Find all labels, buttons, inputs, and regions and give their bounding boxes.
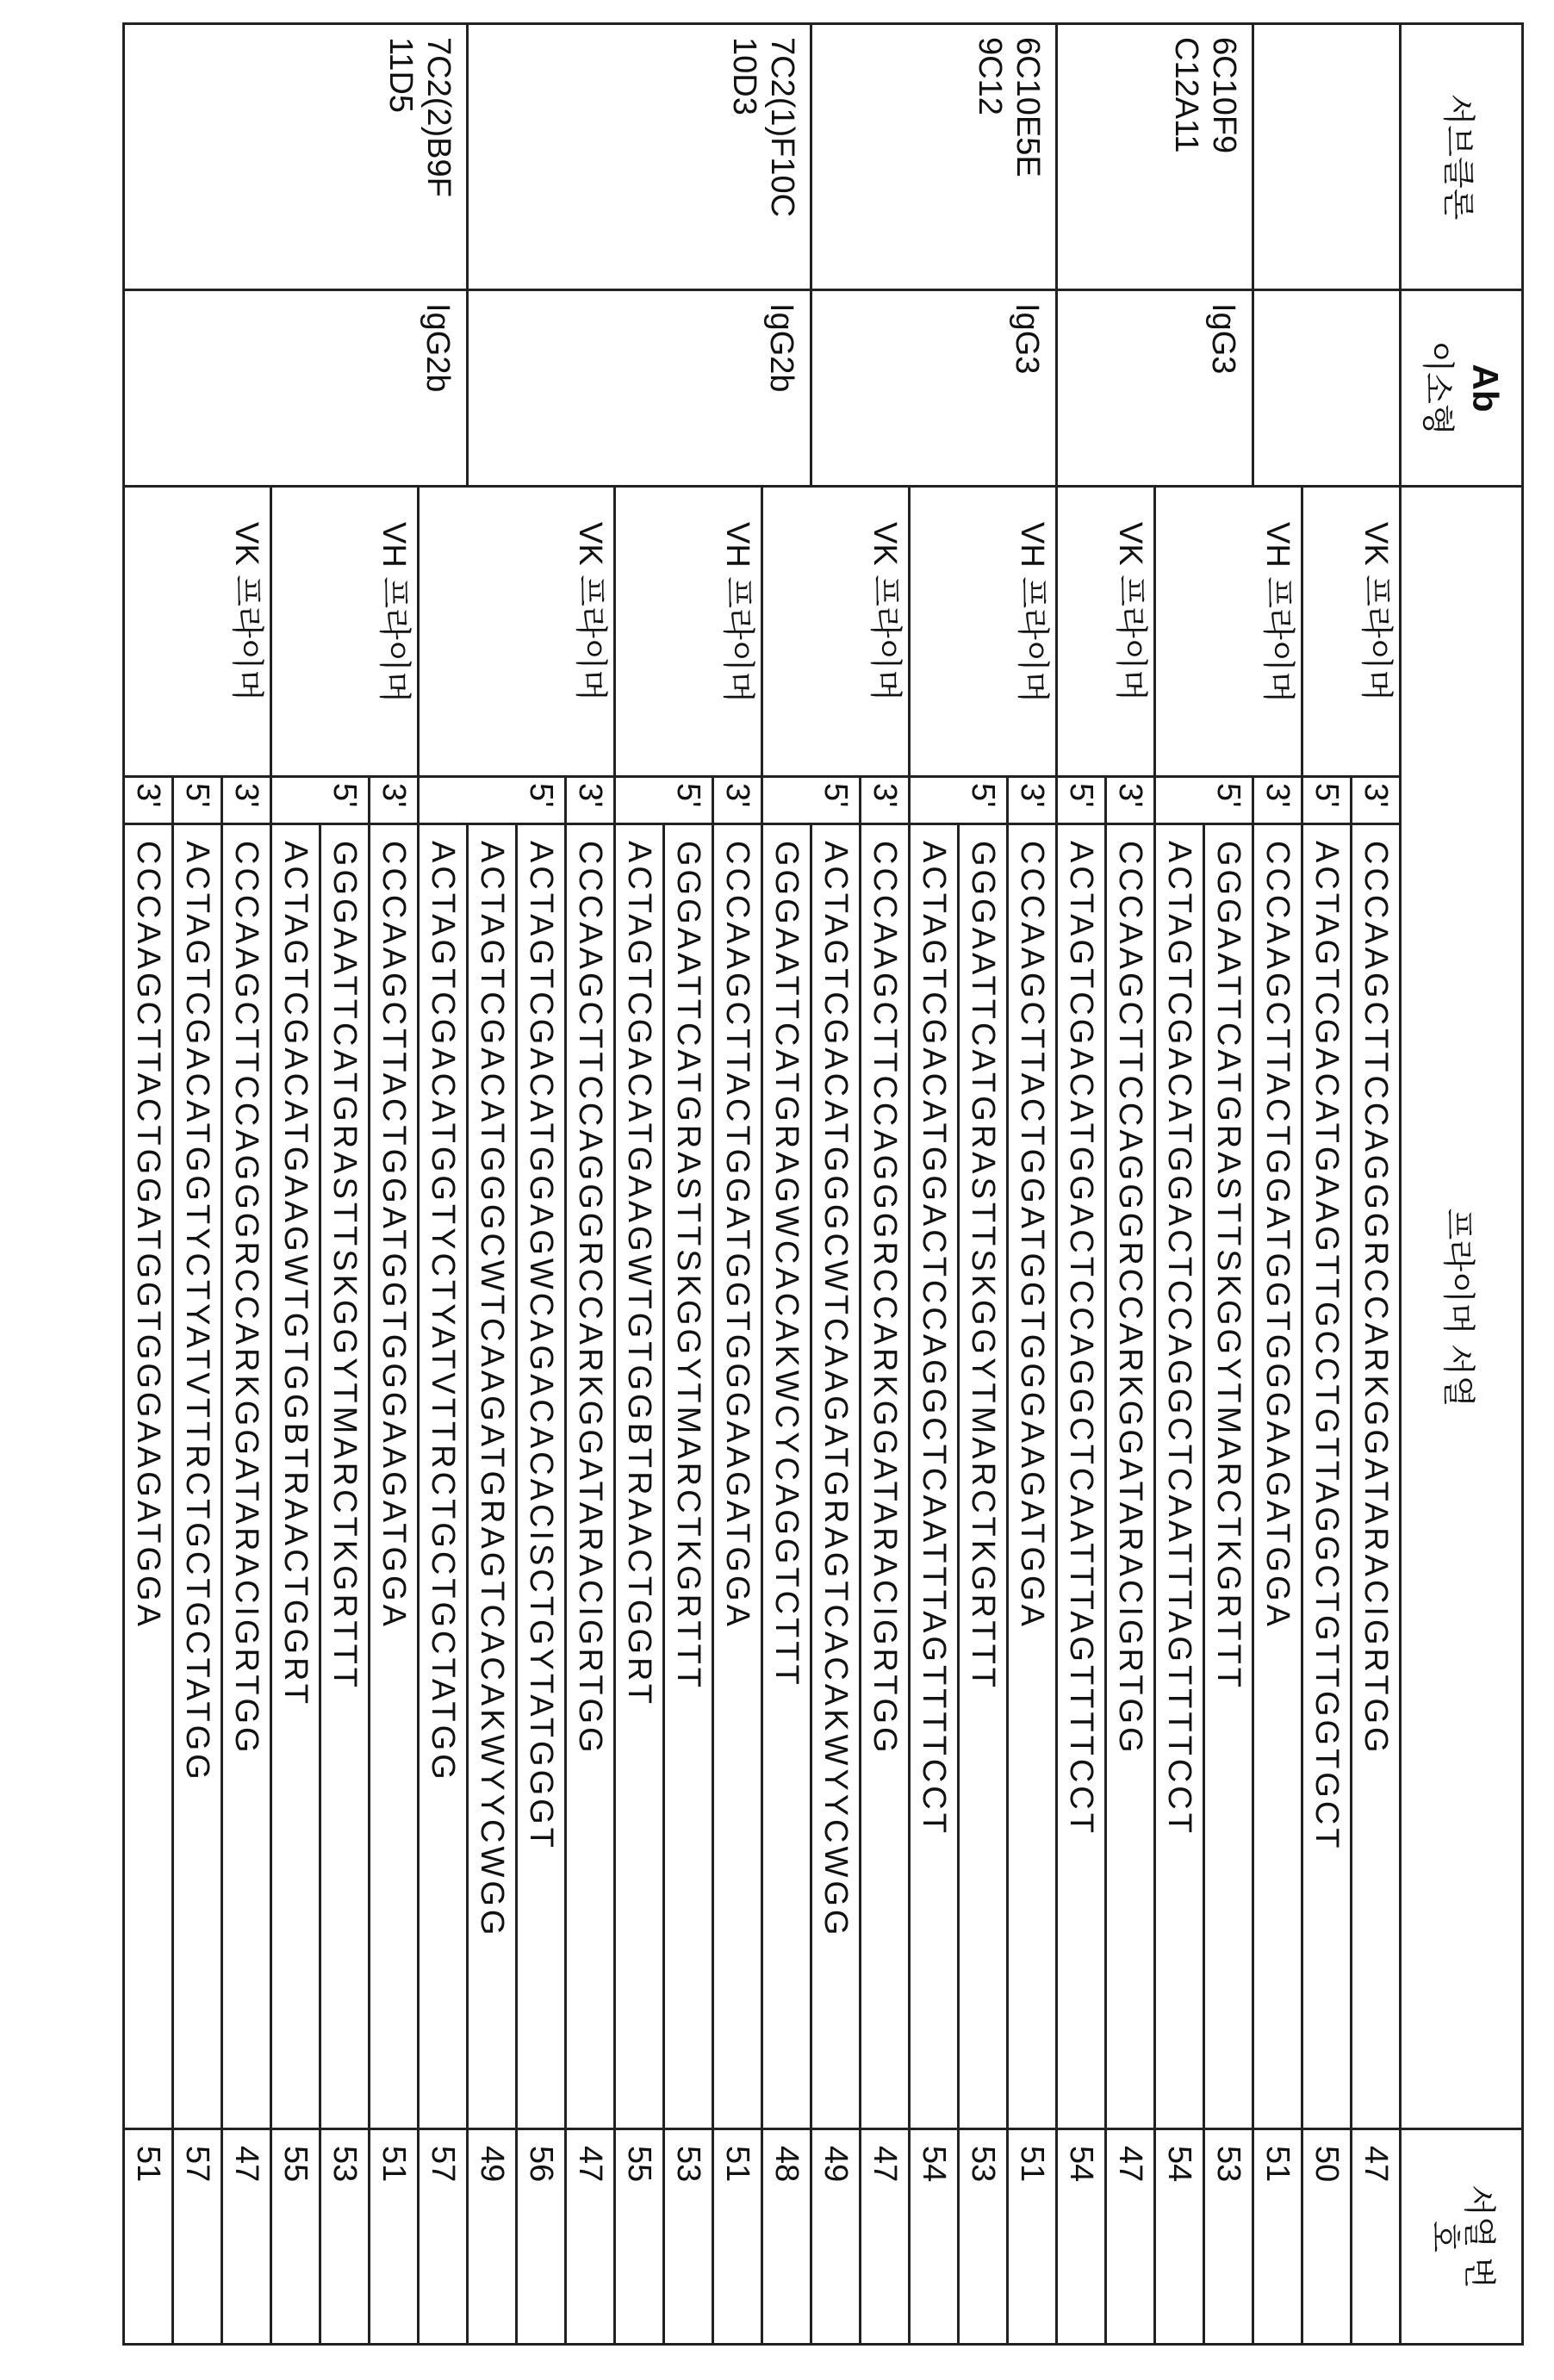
primer-sequence-cell: ACTAGTCGACATGGGCWTCAAGATGRAGTCACAKWYYCWGG <box>811 824 861 2129</box>
isotype-cell: IgG3 <box>811 290 1057 487</box>
primer-label-cell: VH 프라이머 <box>615 487 762 777</box>
header-primer-sequence: 프라이머 서열 <box>1401 487 1523 2129</box>
seq-id-cell: 57 <box>419 2129 468 2345</box>
subclone-cell: 6C10F9 C12A11 <box>1057 24 1253 290</box>
subclone-cell: 7C2(1)F10C 10D3 <box>468 24 811 290</box>
primer-sequence-cell: ACTAGTCGACATGAAGTTGCCTGTTAGGCTGTTGGTGCT <box>1302 824 1352 2129</box>
seq-id-cell: 51 <box>124 2129 173 2345</box>
primer-sequence-cell: CCCAAGCTTCCAGGGRCCARKGGATARACIGRTGG <box>566 824 615 2129</box>
primer-sequence-cell: ACTAGTCGACATGAAGWTGTGGBTRAACTGGRT <box>271 824 320 2129</box>
header-isotype-ab: Ab <box>1465 364 1506 413</box>
table-row <box>1008 24 1057 2345</box>
primer-label-cell: VK 프라이머 <box>419 487 615 777</box>
primer-sequence-cell: ACTAGTCGACATGGACTCCAGGCTCAATTTAGTTTTCCT <box>910 824 959 2129</box>
header-seq-id: 서열 번호 <box>1401 2129 1523 2345</box>
primer-label-cell: VH 프라이머 <box>910 487 1057 777</box>
primer-end-cell: 3' <box>370 777 419 824</box>
primer-end-cell: 5' <box>615 777 713 824</box>
primer-sequence-cell: CCCAAGCTTACTGGATGGTGGGAAGATGGA <box>370 824 419 2129</box>
primer-label-cell: VK 프라이머 <box>1057 487 1155 777</box>
isotype-cell: IgG3 <box>1057 290 1253 487</box>
table-row <box>1352 24 1401 2345</box>
seq-id-cell: 47 <box>1106 2129 1155 2345</box>
primer-sequence-cell: GGGAATTCATGRASTTSKGGYTMARCTKGRTTT <box>664 824 713 2129</box>
primer-sequence-cell: ACTAGTCGACATGGTYCTYATVTTRCTGCTGCTATGG <box>419 824 468 2129</box>
primer-sequence-cell: CCCAAGCTTCCAGGGRCCARKGGATARACIGRTGG <box>861 824 910 2129</box>
seq-id-cell: 49 <box>811 2129 861 2345</box>
primer-end-cell: 3' <box>713 777 762 824</box>
primer-sequence-cell: CCCAAGCTTACTGGATGGTGGGAAGATGGA <box>1008 824 1057 2129</box>
seq-id-cell: 49 <box>468 2129 517 2345</box>
seq-id-cell: 55 <box>271 2129 320 2345</box>
table-row <box>762 24 811 2345</box>
primer-end-cell: 3' <box>222 777 271 824</box>
subclone-cell: 6C10E5E 9C12 <box>811 24 1057 290</box>
primer-end-cell: 5' <box>1155 777 1253 824</box>
subclone-cell: 7C2(2)B9F 11D5 <box>124 24 468 290</box>
seq-id-cell: 51 <box>370 2129 419 2345</box>
primer-end-cell: 3' <box>1106 777 1155 824</box>
primer-label-cell: VK 프라이머 <box>1302 487 1401 777</box>
primer-label-cell: VK 프라이머 <box>762 487 910 777</box>
primer-end-cell: 3' <box>1008 777 1057 824</box>
primer-sequence-cell: GGGAATTCATGRASTTSKGGYTMARCTKGRTTT <box>959 824 1008 2129</box>
primer-label-cell: VK 프라이머 <box>124 487 271 777</box>
primer-sequence-cell: GGGAATTCATGRASTTSKGGYTMARCTKGRTTT <box>1204 824 1253 2129</box>
primer-end-cell: 5' <box>1302 777 1352 824</box>
seq-id-cell: 55 <box>615 2129 664 2345</box>
seq-id-cell: 54 <box>1155 2129 1204 2345</box>
seq-id-cell: 53 <box>320 2129 370 2345</box>
seq-id-cell: 53 <box>959 2129 1008 2345</box>
seq-id-cell: 48 <box>762 2129 811 2345</box>
seq-id-cell: 51 <box>1008 2129 1057 2345</box>
header-isotype-label: 이소형 <box>1419 340 1455 435</box>
primer-end-cell: 3' <box>1253 777 1302 824</box>
primer-sequence-cell: ACTAGTCGACATGGACTCCAGGCTCAATTTAGTTTTCCT <box>1155 824 1204 2129</box>
primer-sequence-cell: ACTAGTCGACATGAAGWTGTGGBTRAACTGGRT <box>615 824 664 2129</box>
header-isotype <box>1401 290 1523 487</box>
primer-sequence-cell: ACTAGTCGACATGGGCWTCAAGATGRAGTCACAKWYYCWGG <box>468 824 517 2129</box>
seq-id-cell: 54 <box>1057 2129 1106 2345</box>
primer-end-cell: 5' <box>762 777 861 824</box>
seq-id-cell: 51 <box>1253 2129 1302 2345</box>
primer-end-cell: 5' <box>271 777 370 824</box>
seq-id-cell: 47 <box>222 2129 271 2345</box>
primer-end-cell: 3' <box>124 777 173 824</box>
primer-sequence-cell: ACTAGTCGACATGGTYCTYATVTTRCTGCTGCTATGG <box>173 824 222 2129</box>
seq-id-cell: 51 <box>713 2129 762 2345</box>
primer-end-cell: 3' <box>1352 777 1401 824</box>
primer-sequence-cell: GGGAATTCATGRASTTSKGGYTMARCTKGRTTT <box>320 824 370 2129</box>
isotype-cell: IgG2b <box>124 290 468 487</box>
primer-sequence-cell: CCCAAGCTTCCAGGGRCCARKGGATARACIGRTGG <box>1106 824 1155 2129</box>
seq-id-cell: 54 <box>910 2129 959 2345</box>
header-subclone: 서브클론 <box>1401 24 1523 290</box>
primer-label-cell: VH 프라이머 <box>1155 487 1302 777</box>
seq-id-cell: 47 <box>566 2129 615 2345</box>
primer-end-cell: 5' <box>910 777 1008 824</box>
primer-label-cell: VH 프라이머 <box>271 487 419 777</box>
seq-id-cell: 50 <box>1302 2129 1352 2345</box>
seq-id-cell: 57 <box>173 2129 222 2345</box>
primer-sequence-cell: GGGAATTCATGRAGWCACAKWCYCAGGTCTTT <box>762 824 811 2129</box>
isotype-cell <box>1253 290 1401 487</box>
seq-id-cell: 53 <box>664 2129 713 2345</box>
header-row <box>1401 24 1523 2345</box>
primer-end-cell: 5' <box>1057 777 1106 824</box>
primer-sequence-cell: CCCAAGCTTCCAGGGRCCARKGGATARACIGRTGG <box>222 824 271 2129</box>
primer-sequence-cell: ACTAGTCGACATGGACTCCAGGCTCAATTTAGTTTTCCT <box>1057 824 1106 2129</box>
primer-end-cell: 3' <box>861 777 910 824</box>
primer-table <box>122 22 1524 2346</box>
primer-end-cell: 3' <box>566 777 615 824</box>
table-row <box>419 24 468 2345</box>
table-row <box>1204 24 1253 2345</box>
seq-id-cell: 53 <box>1204 2129 1253 2345</box>
seq-id-cell: 56 <box>517 2129 566 2345</box>
rotated-page <box>0 0 1554 2380</box>
seq-id-cell: 47 <box>861 2129 910 2345</box>
isotype-cell: IgG2b <box>468 290 811 487</box>
primer-sequence-cell: ACTAGTCGACATGGAGWCAGACACACISCTGYTATGGGT <box>517 824 566 2129</box>
primer-sequence-cell: CCCAAGCTTCCAGGGRCCARKGGATARACIGRTGG <box>1352 824 1401 2129</box>
primer-sequence-cell: CCCAAGCTTACTGGATGGTGGGAAGATGGA <box>713 824 762 2129</box>
primer-end-cell: 5' <box>173 777 222 824</box>
primer-end-cell: 5' <box>419 777 566 824</box>
primer-sequence-cell: CCCAAGCTTACTGGATGGTGGGAAGATGGA <box>124 824 173 2129</box>
primer-sequence-cell: CCCAAGCTTACTGGATGGTGGGAAGATGGA <box>1253 824 1302 2129</box>
subclone-cell <box>1253 24 1401 290</box>
seq-id-cell: 47 <box>1352 2129 1401 2345</box>
